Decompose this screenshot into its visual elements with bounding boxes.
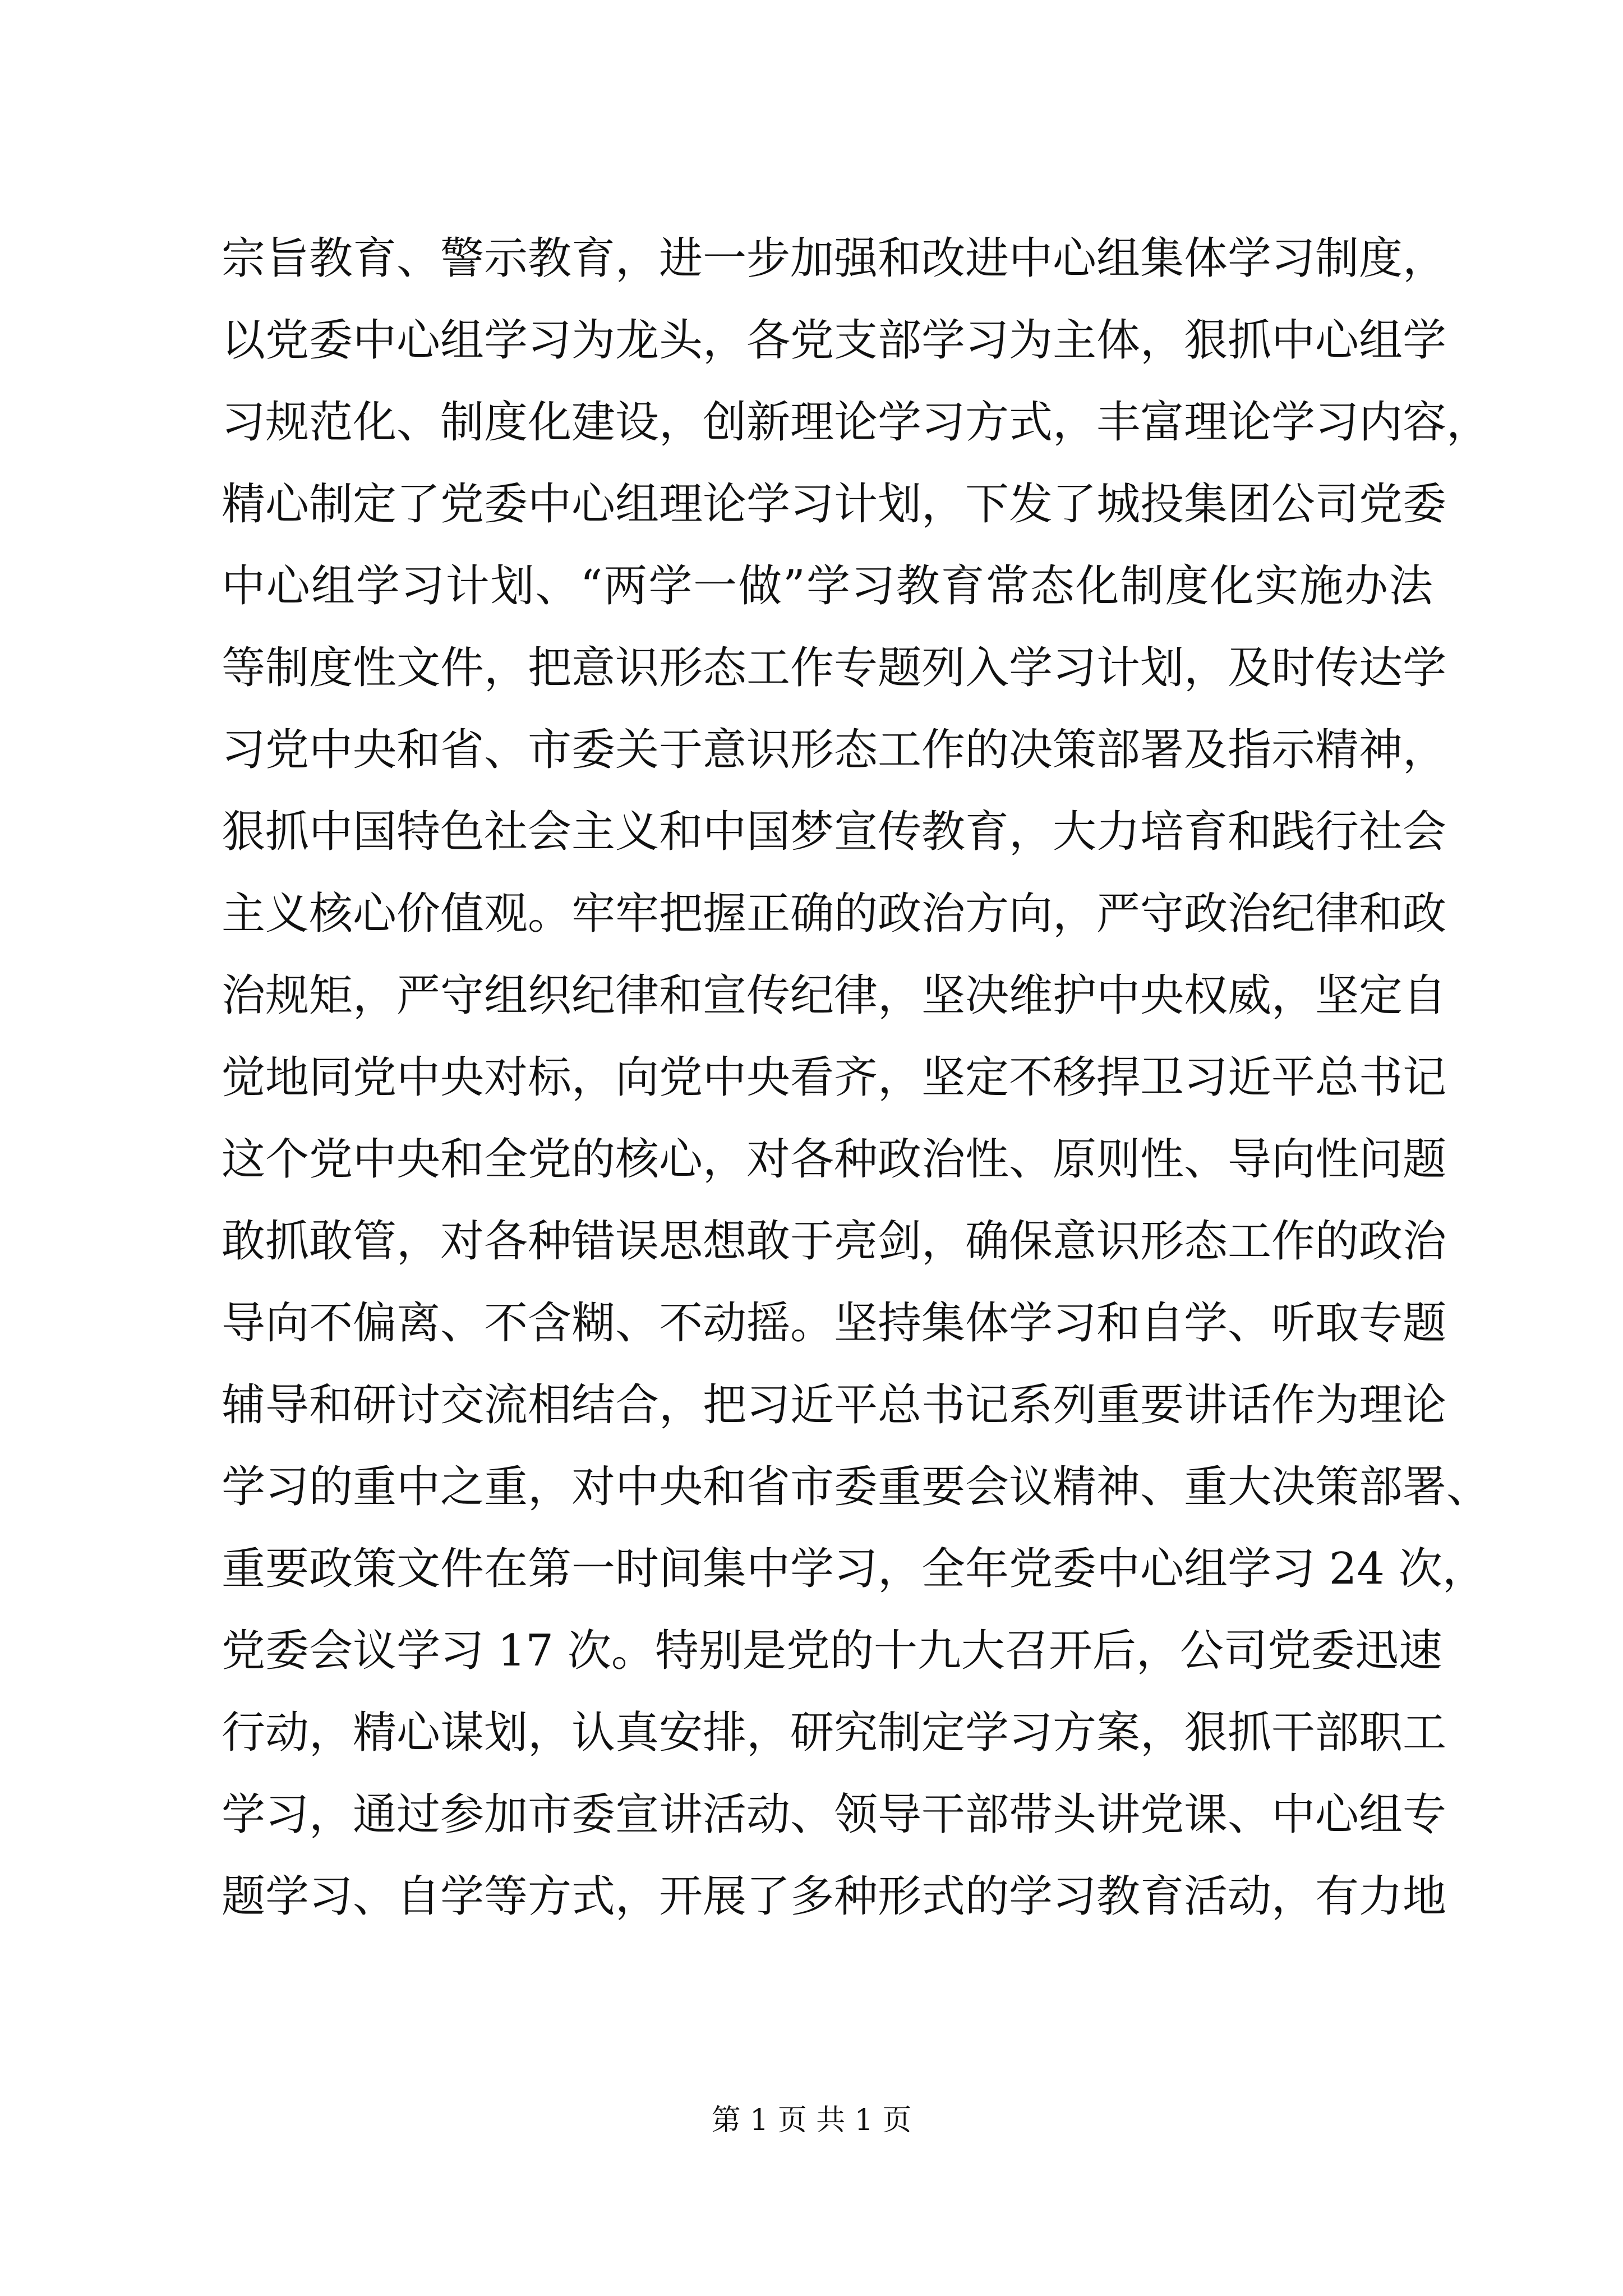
text-line: 行动，精心谋划，认真安排，研究制定学习方案，狠抓干部职工 <box>222 1708 1447 1758</box>
text-line: 敢抓敢管，对各种错误思想敢于亮剑，确保意识形态工作的政治 <box>222 1216 1447 1267</box>
text-line: 觉地同党中央对标，向党中央看齐，坚定不移捍卫习近平总书记 <box>222 1052 1447 1103</box>
text-line: 等制度性文件，把意识形态工作专题列入学习计划，及时传达学 <box>222 643 1447 693</box>
text-line: 中心组学习计划、“两学一做”学习教育常态化制度化实施办法 <box>222 561 1433 611</box>
text-line: 重要政策文件在第一时间集中学习，全年党委中心组学习 24 次， <box>222 1544 1486 1594</box>
text-line: 狠抓中国特色社会主义和中国梦宣传教育，大力培育和践行社会 <box>222 807 1447 857</box>
text-line: 主义核心价值观。牢牢把握正确的政治方向，严守政治纪律和政 <box>222 889 1447 939</box>
text-line: 辅导和研讨交流相结合，把习近平总书记系列重要讲话作为理论 <box>222 1380 1447 1430</box>
text-line: 宗旨教育、警示教育，进一步加强和改进中心组集体学习制度， <box>222 233 1447 284</box>
text-line: 学习的重中之重，对中央和省市委重要会议精神、重大决策部署、 <box>222 1462 1491 1512</box>
text-line: 治规矩，严守组织纪律和宣传纪律，坚决维护中央权威，坚定自 <box>222 970 1447 1021</box>
text-line: 题学习、自学等方式，开展了多种形式的学习教育活动，有力地 <box>222 1871 1447 1922</box>
page-footer: 第 1 页 共 1 页 <box>711 2104 912 2137</box>
text-line: 习规范化、制度化建设，创新理论学习方式，丰富理论学习内容， <box>222 397 1491 448</box>
text-line: 精心制定了党委中心组理论学习计划，下发了城投集团公司党委 <box>222 479 1447 530</box>
text-line: 以党委中心组学习为龙头，各党支部学习为主体，狠抓中心组学 <box>222 315 1447 366</box>
text-line: 导向不偏离、不含糊、不动摇。坚持集体学习和自学、听取专题 <box>222 1298 1447 1349</box>
body-text <box>222 218 1491 1938</box>
text-line: 学习，通过参加市委宣讲活动、领导干部带头讲党课、中心组专 <box>222 1789 1447 1840</box>
text-line: 党委会议学习 17 次。特别是党的十九大召开后，公司党委迅速 <box>222 1626 1442 1676</box>
text-line: 这个党中央和全党的核心，对各种政治性、原则性、导向性问题 <box>222 1134 1447 1185</box>
text-line: 习党中央和省、市委关于意识形态工作的决策部署及指示精神， <box>222 725 1447 775</box>
